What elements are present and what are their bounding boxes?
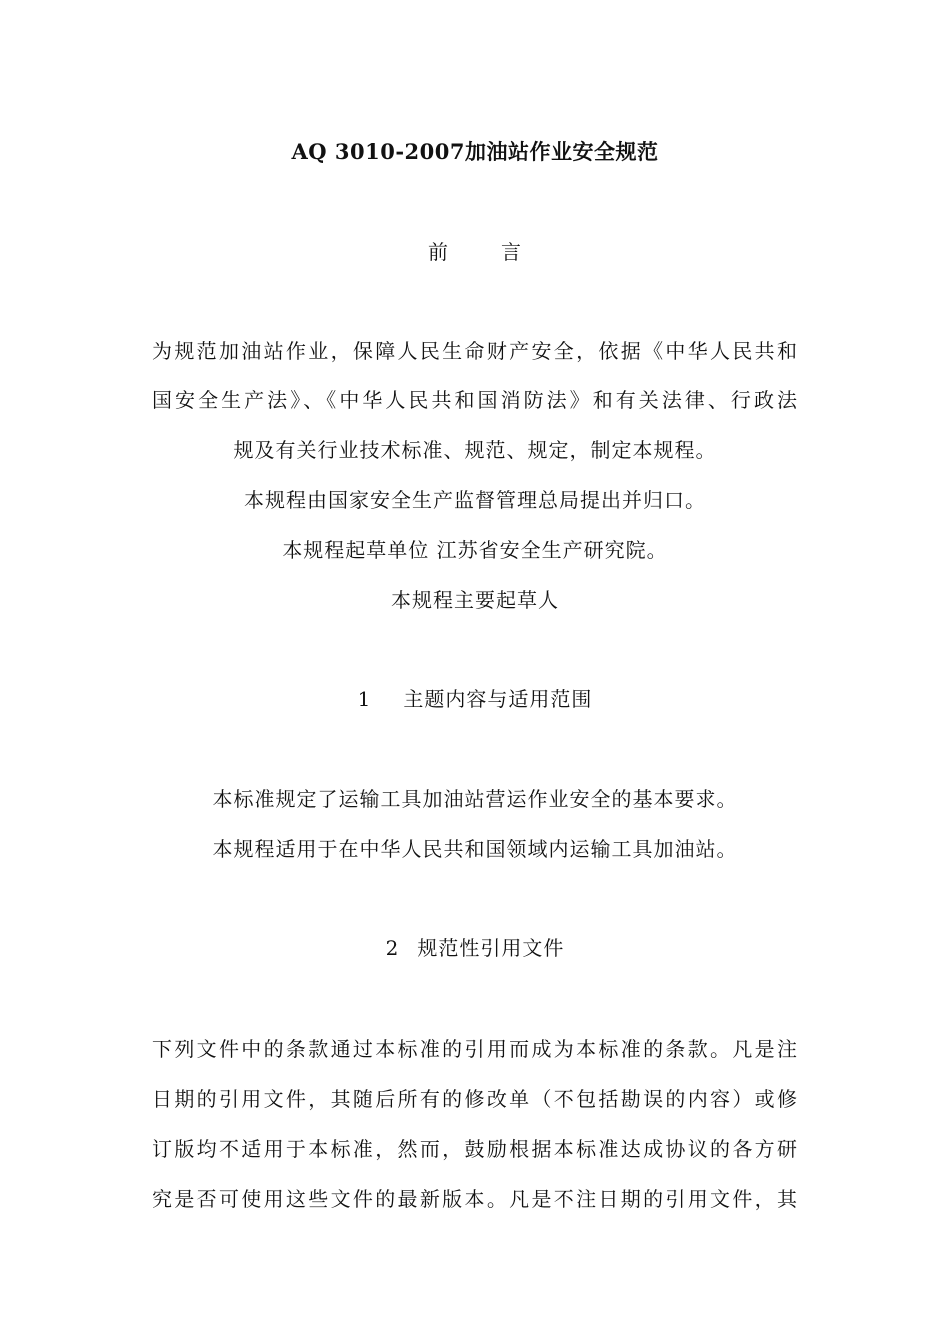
foreword-heading-left: 前 [428,240,449,264]
foreword-para-line-1: 为规范加油站作业，保障人民生命财产安全，依据《中华人民共和 [152,339,798,363]
foreword-para-line-2: 国安全生产法》、《中华人民共和国消防法》和有关法律、行政法 [152,388,798,412]
section1-title: 主题内容与适用范围 [403,687,593,711]
section2-heading [0,934,950,962]
foreword-drafting-unit-line: 本规程起草单位 江苏省安全生产研究院。 [282,538,668,562]
section1-line-2: 本规程适用于在中华人民共和国领域内运输工具加油站。 [212,837,738,861]
section2-number: 2 [385,936,400,960]
section2-para-line-2: 日期的引用文件，其随后所有的修改单（不包括勘误的内容）或修 [152,1087,798,1111]
section1-number: 1 [357,687,372,711]
section1-heading [0,685,950,713]
foreword-proposed-line: 本规程由国家安全生产监督管理总局提出并归口。 [244,488,706,512]
foreword-heading [0,238,950,266]
section1-line-1: 本标准规定了运输工具加油站营运作业安全的基本要求。 [212,787,738,811]
section2-title: 规范性引用文件 [417,936,565,960]
foreword-heading-right: 言 [501,240,522,264]
section2-para-line-3: 订版均不适用于本标准，然而，鼓励根据本标准达成协议的各方研 [152,1137,798,1161]
foreword-para-line-3: 规及有关行业技术标准、规范、规定，制定本规程。 [233,438,717,462]
section2-para-line-1: 下列文件中的条款通过本标准的引用而成为本标准的条款。凡是注 [152,1037,798,1061]
section2-para-line-4: 究是否可使用这些文件的最新版本。凡是不注日期的引用文件，其 [152,1187,798,1211]
document-title: AQ 3010-2007加油站作业安全规范 [291,139,659,164]
foreword-drafters-line: 本规程主要起草人 [391,588,559,612]
